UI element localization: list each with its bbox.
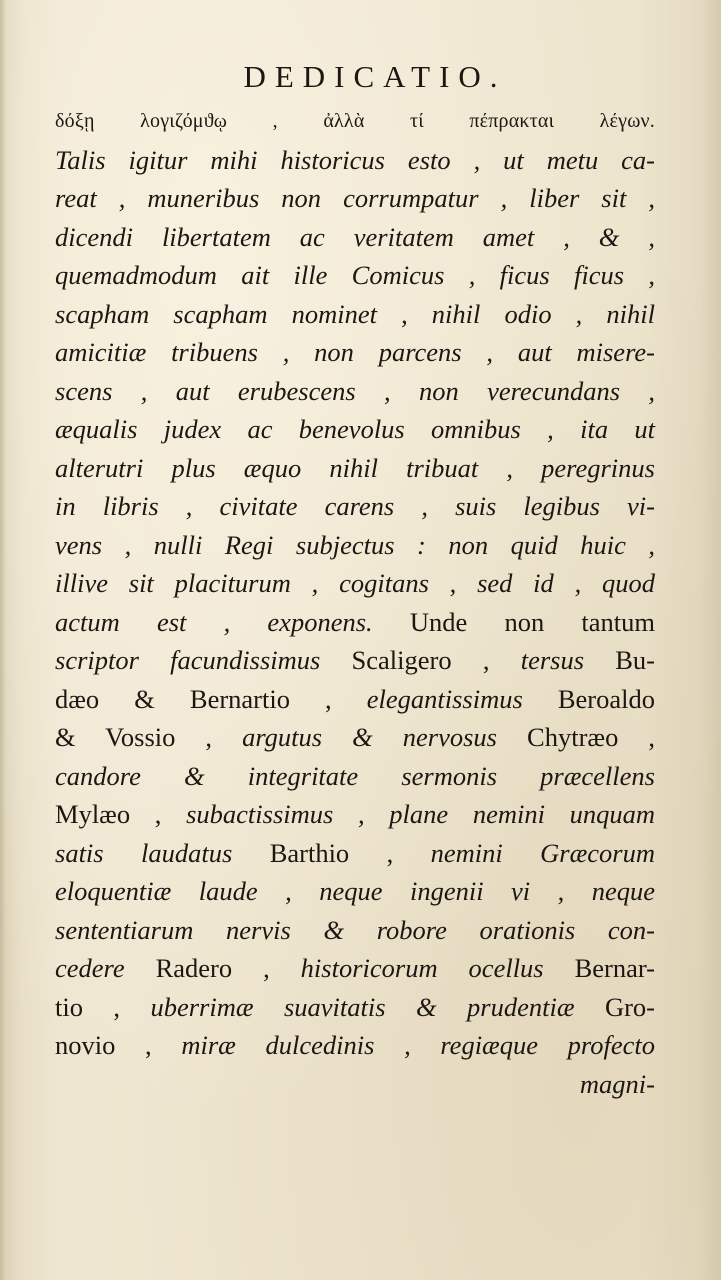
italic-segment: actum est , exponens. — [55, 606, 373, 637]
italic-segment: argutus & nervosus — [242, 722, 497, 752]
roman-segment: Unde non tantum — [372, 606, 655, 637]
text-line: reat , muneribus non corrumpatur , liber sit , — [55, 183, 655, 213]
page-text-block — [55, 52, 655, 1103]
italic-segment: candore & integritate sermonis præcellens — [55, 760, 655, 791]
text-line — [55, 795, 655, 834]
text-line — [55, 641, 655, 680]
text-line — [55, 872, 655, 911]
italic-segment: scriptor facundissimus — [55, 645, 321, 675]
text-line — [55, 834, 655, 873]
text-line: dicendi libertatem ac veritatem amet , & , — [55, 221, 655, 252]
italic-segment: sententiarum nervis & robore orationis con- — [55, 914, 655, 945]
text-line: amicitiæ tribuens , non parcens , aut misere- — [55, 337, 655, 367]
italic-segment: nemini Græcorum — [430, 837, 655, 868]
italic-segment: elegantissimus — [366, 683, 523, 714]
text-line: illive sit placiturum , cogitans , sed id , quod — [55, 568, 655, 598]
roman-segment: Mylæo , — [55, 799, 187, 829]
text-line: Talis igitur mihi historicus esto , ut metu ca- — [55, 144, 655, 175]
text-line — [55, 1065, 655, 1104]
roman-segment: Radero , — [124, 953, 301, 983]
text-line — [55, 1026, 655, 1065]
roman-segment: tio , — [55, 991, 151, 1022]
text-line: vens , nulli Regi subjectus : non quid huic , — [55, 529, 655, 560]
text-line — [55, 603, 655, 642]
roman-segment: & Vossio , — [55, 722, 243, 752]
text-line: scens , aut erubescens , non verecundans , — [55, 375, 655, 406]
italic-segment: cedere — [55, 953, 125, 983]
text-line: δόξῃ λογιζόμϑῳ , ἀλλὰ τί πέπρακται λέγων. — [55, 110, 655, 132]
italic-segment: tersus — [520, 645, 585, 675]
italic-segment: miræ dulcedinis , regiæque profecto — [181, 1030, 655, 1060]
text-line: alterutri plus æquo nihil tribuat , peregrinus — [55, 452, 655, 483]
text-line — [55, 911, 655, 950]
roman-segment: Barthio , — [232, 837, 431, 868]
roman-segment: Beroaldo — [522, 683, 655, 714]
running-head: DEDICATIO. — [243, 59, 507, 94]
italic-segment: satis laudatus — [55, 837, 233, 868]
roman-segment: Chytræo , — [497, 722, 655, 752]
text-line: in libris , civitate carens , suis legibus vi- — [55, 491, 655, 521]
text-line: scapham scapham nominet , nihil odio , nihil — [55, 298, 655, 329]
roman-segment: Bu- — [584, 645, 656, 675]
italic-segment: magni- — [579, 1068, 655, 1099]
body-text — [55, 102, 655, 1103]
italic-segment: historicorum ocellus — [300, 953, 544, 983]
text-line: æqualis judex ac benevolus omnibus , ita ut — [55, 414, 655, 444]
italic-segment: eloquentiæ laude , neque ingenii vi , neque — [55, 876, 655, 906]
text-line — [55, 757, 655, 796]
page-gutter-shadow — [0, 0, 6, 1280]
roman-segment: dæo & Bernartio , — [55, 683, 367, 714]
text-line: quemadmodum ait ille Comicus , ficus ficus , — [55, 260, 655, 290]
text-line — [55, 988, 655, 1027]
roman-segment: Gro- — [574, 991, 655, 1022]
roman-segment: novio , — [55, 1030, 182, 1060]
italic-segment: subactissimus , plane nemini unquam — [186, 799, 656, 829]
roman-segment: Scaligero , — [320, 645, 521, 675]
text-line — [55, 680, 655, 719]
roman-segment: Bernar- — [543, 953, 655, 983]
italic-segment: uberrimæ suavitatis & prudentiæ — [150, 991, 575, 1022]
text-line — [55, 949, 655, 988]
text-line — [55, 718, 655, 757]
